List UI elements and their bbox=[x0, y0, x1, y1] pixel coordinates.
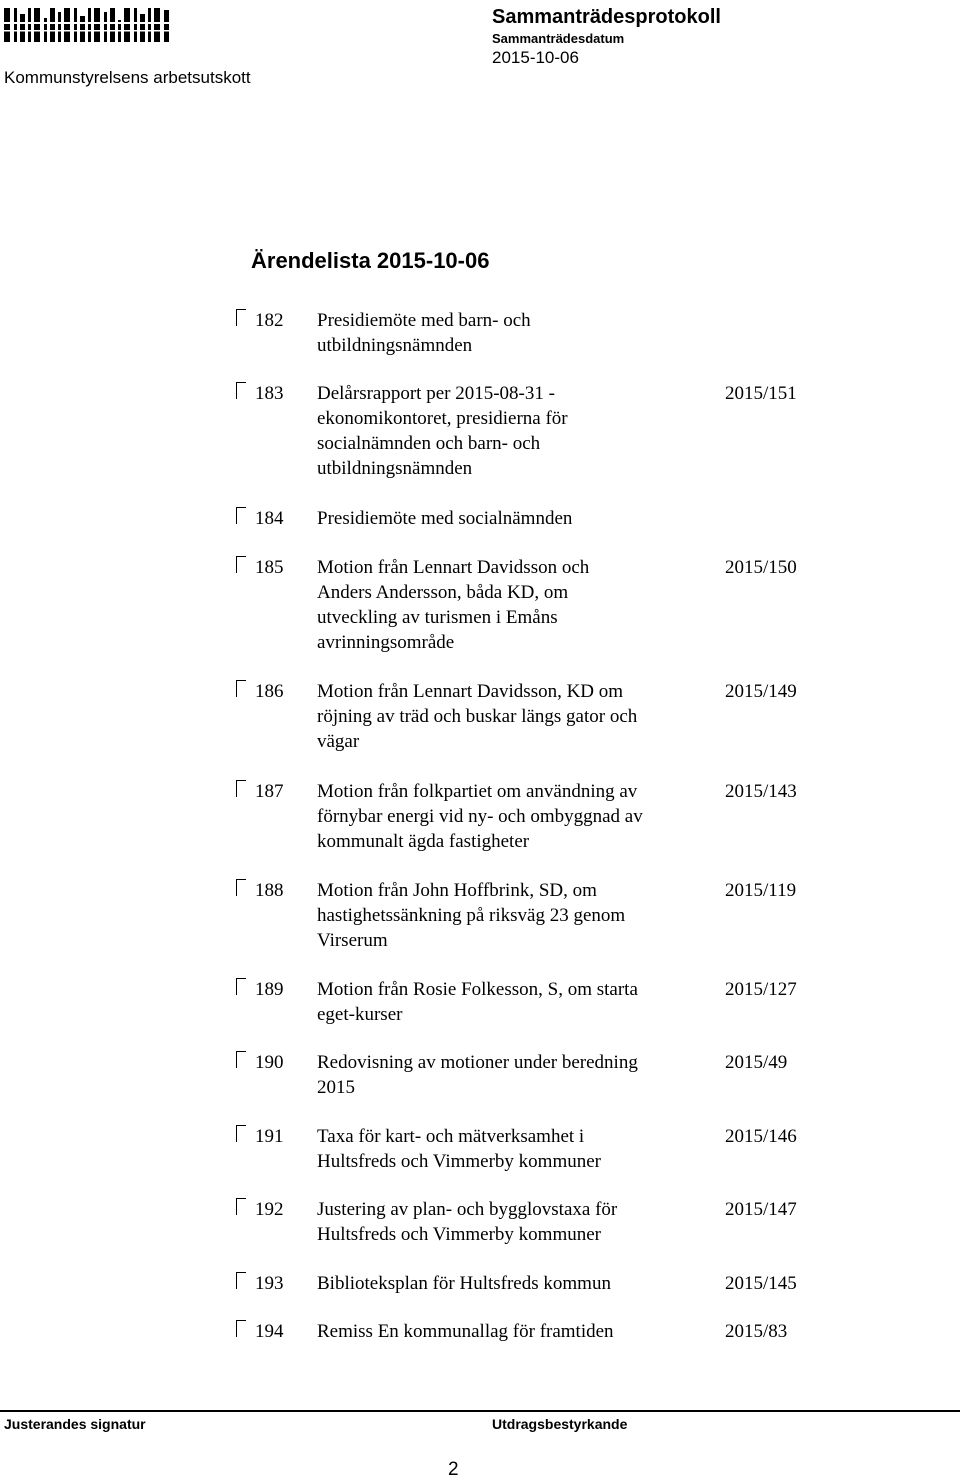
item-case-number: 2015/149 bbox=[725, 681, 797, 702]
item-title-line: Motion från Lennart Davidsson, KD om bbox=[317, 681, 624, 702]
item-marker-icon bbox=[236, 879, 246, 896]
item-title-line: Justering av plan- och bygglovstaxa för bbox=[317, 1199, 618, 1220]
item-title-line: utbildningsnämnden bbox=[317, 335, 473, 356]
item-marker-icon bbox=[236, 309, 246, 326]
item-title bbox=[317, 779, 712, 854]
item-number: 194 bbox=[255, 1321, 284, 1342]
item-case-number: 2015/146 bbox=[725, 1126, 797, 1147]
item-title bbox=[317, 1050, 712, 1100]
item-title-line: Motion från John Hoffbrink, SD, om bbox=[317, 880, 597, 901]
item-title-line: förnybar energi vid ny- och ombyggnad av bbox=[317, 806, 643, 827]
item-number: 193 bbox=[255, 1273, 284, 1294]
item-marker-icon bbox=[236, 507, 246, 524]
item-case-number: 2015/150 bbox=[725, 557, 797, 578]
item-number: 191 bbox=[255, 1126, 284, 1147]
item-case-number: 2015/143 bbox=[725, 781, 797, 802]
item-marker-icon bbox=[236, 1051, 246, 1068]
item-case-number: 2015/145 bbox=[725, 1273, 797, 1294]
item-case-number: 2015/127 bbox=[725, 979, 797, 1000]
item-number: 189 bbox=[255, 979, 284, 1000]
item-title-line: ekonomikontoret, presidierna för bbox=[317, 408, 568, 429]
item-marker-icon bbox=[236, 1198, 246, 1215]
agenda-heading: Ärendelista 2015-10-06 bbox=[251, 248, 490, 273]
signature-label: Justerandes signatur bbox=[4, 1416, 146, 1432]
item-title-line: utveckling av turismen i Emåns bbox=[317, 607, 558, 628]
item-number: 184 bbox=[255, 508, 284, 529]
item-title-line: Biblioteksplan för Hultsfreds kommun bbox=[317, 1273, 611, 1294]
footer-divider bbox=[0, 1410, 960, 1412]
extract-certification-label: Utdragsbestyrkande bbox=[492, 1416, 628, 1432]
item-title-line: 2015 bbox=[317, 1077, 355, 1098]
item-title bbox=[317, 977, 712, 1027]
item-number: 186 bbox=[255, 681, 284, 702]
meeting-date-label: Sammanträdesdatum bbox=[492, 31, 625, 46]
item-marker-icon bbox=[236, 556, 246, 573]
item-title-line: hastighetssänkning på riksväg 23 genom bbox=[317, 905, 626, 926]
item-number: 182 bbox=[255, 310, 284, 331]
item-title-line: socialnämnden och barn- och bbox=[317, 433, 541, 454]
item-number: 183 bbox=[255, 383, 284, 404]
item-case-number: 2015/147 bbox=[725, 1199, 797, 1220]
item-title bbox=[317, 1124, 712, 1174]
item-title-line: Redovisning av motioner under beredning bbox=[317, 1052, 638, 1073]
item-title bbox=[317, 555, 712, 655]
item-marker-icon bbox=[236, 1272, 246, 1289]
item-title bbox=[317, 1271, 712, 1296]
item-title-line: Presidiemöte med socialnämnden bbox=[317, 508, 573, 529]
item-title-line: avrinningsområde bbox=[317, 632, 455, 653]
item-marker-icon bbox=[236, 978, 246, 995]
meeting-date-value: 2015-10-06 bbox=[492, 48, 579, 67]
item-number: 187 bbox=[255, 781, 284, 802]
item-title bbox=[317, 1197, 712, 1247]
item-case-number: 2015/119 bbox=[725, 880, 797, 901]
item-title bbox=[317, 506, 712, 531]
item-title-line: utbildningsnämnden bbox=[317, 458, 473, 479]
item-title bbox=[317, 1319, 712, 1344]
committee-name: Kommunstyrelsens arbetsutskott bbox=[4, 68, 251, 87]
item-title-line: eget-kurser bbox=[317, 1004, 403, 1025]
item-title bbox=[317, 308, 712, 358]
item-number: 185 bbox=[255, 557, 284, 578]
item-title-line: vägar bbox=[317, 731, 360, 752]
page-number: 2 bbox=[448, 1459, 459, 1480]
item-title bbox=[317, 679, 712, 754]
item-title-line: Virserum bbox=[317, 930, 388, 951]
item-marker-icon bbox=[236, 382, 246, 399]
item-number: 190 bbox=[255, 1052, 284, 1073]
item-case-number: 2015/83 bbox=[725, 1321, 788, 1342]
item-title-line: röjning av träd och buskar längs gator och bbox=[317, 706, 638, 727]
item-title bbox=[317, 878, 712, 953]
item-title-line: Taxa för kart- och mätverksamhet i bbox=[317, 1126, 585, 1147]
item-title-line: Hultsfreds och Vimmerby kommuner bbox=[317, 1151, 601, 1172]
document-title: Sammanträdesprotokoll bbox=[492, 6, 721, 28]
item-title-line: kommunalt ägda fastigheter bbox=[317, 831, 530, 852]
item-title-line: Hultsfreds och Vimmerby kommuner bbox=[317, 1224, 601, 1245]
item-case-number: 2015/49 bbox=[725, 1052, 788, 1073]
item-number: 188 bbox=[255, 880, 284, 901]
item-title-line: Motion från folkpartiet om användning av bbox=[317, 781, 638, 802]
item-title-line: Delårsrapport per 2015-08-31 - bbox=[317, 383, 555, 404]
item-marker-icon bbox=[236, 1320, 246, 1337]
item-marker-icon bbox=[236, 1125, 246, 1142]
item-title-line: Presidiemöte med barn- och bbox=[317, 310, 531, 331]
item-title-line: Motion från Lennart Davidsson och bbox=[317, 557, 590, 578]
item-number: 192 bbox=[255, 1199, 284, 1220]
item-case-number: 2015/151 bbox=[725, 383, 797, 404]
item-title-line: Remiss En kommunallag för framtiden bbox=[317, 1321, 614, 1342]
item-title-line: Motion från Rosie Folkesson, S, om starta bbox=[317, 979, 638, 1000]
item-title bbox=[317, 381, 712, 481]
municipality-logo bbox=[4, 4, 172, 44]
logo-wordmark-graphic bbox=[4, 4, 172, 44]
item-marker-icon bbox=[236, 680, 246, 697]
item-title-line: Anders Andersson, båda KD, om bbox=[317, 582, 569, 603]
item-marker-icon bbox=[236, 780, 246, 797]
